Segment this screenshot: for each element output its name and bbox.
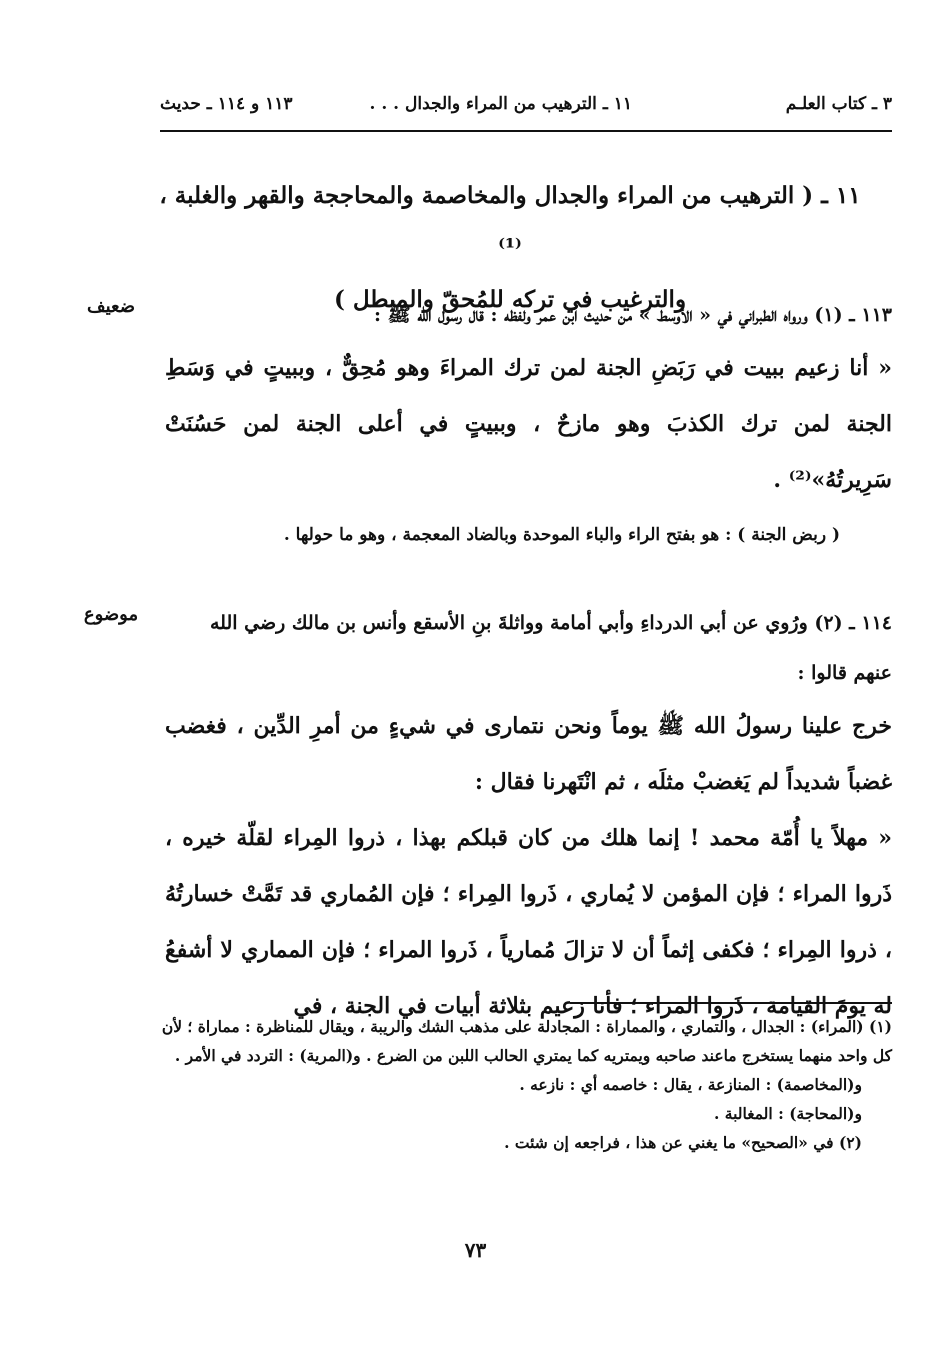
hadith-114-para-1: خرج علينا رسولُ الله ﷺ يوماً ونحن نتمارى في شيءٍ من أمرِ الدِّين ، فغضب غضباً شديداً لم يَغضبْ مثلَه ، ثم انْتَهرنا فقال :	[165, 713, 892, 795]
chapter-title-line-2: والترغيب في تركه للمُحقّ والمبطل )	[333, 286, 687, 313]
footnote-1: (١) (المراء) : الجدال ، والتماري ، والمماراة : المجادلة على مذهب الشك والريبة ، ويقال للمناظرة : مماراة ؛ لأن كل واحد منهما يستخرج ماعند صاحبه ويمتريه كما يمتري الحالب اللبن من الضرع . و(المرية) : التردد في الأمر .	[161, 1017, 892, 1065]
header-chapter-title: ١١ ـ الترهيب من المراء والجدال . . .	[369, 94, 632, 114]
hadith-113-gloss: ( ربض الجنة ) : هو بفتح الراء والباء الموحدة وبالضاد المعجمة ، وهو ما حولها .	[283, 525, 840, 545]
footnotes	[160, 1012, 892, 1157]
hadith-113-text: « أنا زعيم ببيت في رَبَضِ الجنة لمن ترك المراءَ وهو مُحِقٌّ ، وببيتٍ في وَسَطِ الجنة لمن ترك الكذبَ وهو مازحٌ ، وببيتٍ في أعلى الجنة لمن حَسُنَتْ سَرِيرتُهُ»⁽²⁾ .	[165, 355, 892, 493]
hadith-114-para-2: « مهلاً يا أُمّة محمد ! إنما هلك من كان قبلكم بهذا ، ذروا المِراء لقلّة خيره ، ذَروا المراء ؛ فإن المؤمن لا يُماري ، ذَروا المِراء ؛ فإن المُماري قد تَمَّتْ خسارتُهُ ، ذروا المِراء ؛ فكفى إثماً أن لا تزالَ مُمارياً ، ذَروا المراء ؛ فإن المماري لا أشفعُ له يومَ القيامة ، ذَروا المراء ؛ فأنا زعيم بثلاثة أبيات في الجنة ، في	[165, 825, 892, 1019]
footnote-1-line-b: و(المخاصمة) : المنازعة ، يقال : خاصمه أي : نازعه .	[519, 1075, 862, 1094]
hadith-113-intro: ١١٣ ـ (١) ورواه الطبراني في « الأوسط » من حديث ابن عمر ولفظه : قال رسول الله ﷺ :	[374, 304, 892, 326]
footnote-2: (٢) في «الصحيح» ما يغني عن هذا ، فراجعه إن شئت .	[504, 1133, 862, 1152]
footnote-1-line-c: و(المحاجة) : المغالبة .	[714, 1104, 862, 1123]
header-divider	[160, 130, 892, 132]
hadith-113	[165, 290, 892, 550]
footnote-divider	[570, 1002, 892, 1004]
chapter-title-line-1: ١١ ـ ( الترهيب من المراء والجدال والمخاصمة والمحاججة والقهر والغلبة ،⁽¹⁾	[159, 182, 861, 261]
hadith-114	[165, 598, 892, 1034]
hadith-114-grade: موضوع	[83, 604, 139, 625]
hadith-113-grade: ضعيف	[86, 296, 136, 317]
header-hadith-range: ١١٣ و ١١٤ ـ حديث	[160, 94, 293, 114]
page-number: ٧٣	[464, 1238, 487, 1262]
hadith-114-intro: ١١٤ ـ (٢) ورُوي عن أبي الدرداءِ وأبي أمامة وواثلةَ بنِ الأسقع وأنس بن مالك رضي الله عنهم قالوا :	[210, 612, 892, 684]
running-header	[160, 90, 892, 124]
header-book-title: ٣ ـ كتاب العلـم	[785, 94, 892, 114]
